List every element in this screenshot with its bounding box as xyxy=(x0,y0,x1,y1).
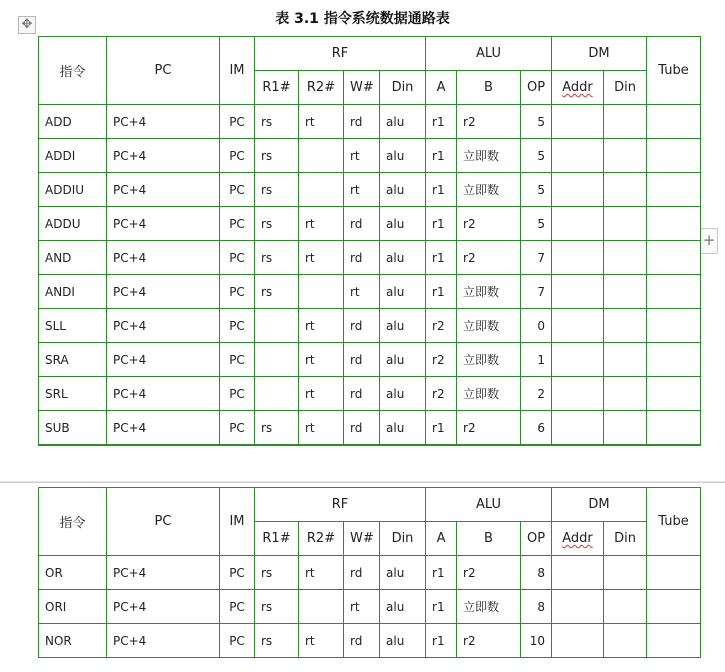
cell-alu-a: r1 xyxy=(426,411,457,446)
header-alu-b: B xyxy=(457,522,521,556)
cell-rf-r1: rs xyxy=(255,173,299,207)
header-rf: RF xyxy=(255,37,426,71)
cell-dm-din xyxy=(604,207,647,241)
cell-rf-w: rt xyxy=(344,590,380,624)
cell-alu-op: 5 xyxy=(521,173,552,207)
cell-pc: PC+4 xyxy=(107,139,220,173)
table-row xyxy=(39,590,701,624)
cell-rf-w: rd xyxy=(344,624,380,658)
header-im: IM xyxy=(220,37,255,105)
cell-alu-op: 8 xyxy=(521,590,552,624)
cell-rf-w: rd xyxy=(344,411,380,446)
cell-rf-r1: rs xyxy=(255,624,299,658)
header-alu-b: B xyxy=(457,71,521,105)
cell-im: PC xyxy=(220,105,255,139)
cell-alu-op: 7 xyxy=(521,241,552,275)
cell-rf-din: alu xyxy=(380,590,426,624)
cell-im: PC xyxy=(220,275,255,309)
cell-rf-r2: rt xyxy=(299,624,344,658)
cell-rf-w: rd xyxy=(344,207,380,241)
header-rf-din: Din xyxy=(380,71,426,105)
cell-instr: OR xyxy=(39,556,107,590)
datapath-table-part-1 xyxy=(38,36,701,446)
cell-alu-b: r2 xyxy=(457,556,521,590)
cell-alu-a: r1 xyxy=(426,139,457,173)
cell-dm-din xyxy=(604,590,647,624)
cell-rf-din: alu xyxy=(380,139,426,173)
cell-rf-r1: rs xyxy=(255,241,299,275)
cell-rf-r1: rs xyxy=(255,411,299,446)
cell-rf-r2 xyxy=(299,139,344,173)
cell-instr: ADDIU xyxy=(39,173,107,207)
cell-dm-addr xyxy=(552,377,604,411)
cell-pc: PC+4 xyxy=(107,309,220,343)
cell-rf-r2: rt xyxy=(299,343,344,377)
cell-alu-a: r1 xyxy=(426,556,457,590)
table-row xyxy=(39,173,701,207)
cell-tube xyxy=(647,343,701,377)
cell-instr: ADDU xyxy=(39,207,107,241)
cell-pc: PC+4 xyxy=(107,590,220,624)
cell-rf-w: rd xyxy=(344,105,380,139)
cell-tube xyxy=(647,309,701,343)
cell-tube xyxy=(647,411,701,446)
cell-alu-a: r2 xyxy=(426,377,457,411)
cell-rf-din: alu xyxy=(380,556,426,590)
header-rf-r2: R2# xyxy=(299,71,344,105)
cell-dm-din xyxy=(604,377,647,411)
cell-alu-op: 6 xyxy=(521,411,552,446)
cell-dm-addr xyxy=(552,590,604,624)
cell-alu-a: r1 xyxy=(426,105,457,139)
cell-rf-r1 xyxy=(255,309,299,343)
cell-alu-b: 立即数 xyxy=(457,139,521,173)
cell-instr: ANDI xyxy=(39,275,107,309)
header-dm-din: Din xyxy=(604,522,647,556)
cell-alu-a: r1 xyxy=(426,241,457,275)
cell-rf-r1 xyxy=(255,377,299,411)
header-rf-r1: R1# xyxy=(255,522,299,556)
cell-instr: SRL xyxy=(39,377,107,411)
cell-pc: PC+4 xyxy=(107,241,220,275)
table-row xyxy=(39,624,701,658)
cell-instr: NOR xyxy=(39,624,107,658)
header-pc: PC xyxy=(107,488,220,556)
cell-rf-din: alu xyxy=(380,105,426,139)
header-pc: PC xyxy=(107,37,220,105)
cell-alu-a: r1 xyxy=(426,590,457,624)
cell-alu-b: 立即数 xyxy=(457,173,521,207)
header-alu-op: OP xyxy=(521,522,552,556)
cell-rf-w: rd xyxy=(344,241,380,275)
header-alu-a: A xyxy=(426,71,457,105)
cell-pc: PC+4 xyxy=(107,275,220,309)
cell-dm-addr xyxy=(552,207,604,241)
header-dm-addr xyxy=(552,71,604,105)
header-rf-w: W# xyxy=(344,522,380,556)
header-rf-din: Din xyxy=(380,522,426,556)
cell-rf-r1: rs xyxy=(255,275,299,309)
add-column-plus-icon[interactable]: + xyxy=(700,228,718,254)
cell-dm-din xyxy=(604,139,647,173)
cell-alu-op: 5 xyxy=(521,139,552,173)
cell-rf-r2: rt xyxy=(299,207,344,241)
cell-alu-a: r2 xyxy=(426,343,457,377)
cell-rf-r2: rt xyxy=(299,309,344,343)
cell-rf-r2: rt xyxy=(299,411,344,446)
cell-rf-w: rd xyxy=(344,377,380,411)
cell-dm-din xyxy=(604,173,647,207)
header-instr: 指令 xyxy=(39,488,107,556)
cell-instr: AND xyxy=(39,241,107,275)
table-row xyxy=(39,309,701,343)
cell-im: PC xyxy=(220,590,255,624)
cell-dm-addr xyxy=(552,173,604,207)
cell-dm-din xyxy=(604,105,647,139)
header-alu-a: A xyxy=(426,522,457,556)
header-dm-din: Din xyxy=(604,71,647,105)
cell-tube xyxy=(647,241,701,275)
table-row xyxy=(39,411,701,446)
cell-tube xyxy=(647,105,701,139)
cell-im: PC xyxy=(220,377,255,411)
cell-alu-b: r2 xyxy=(457,241,521,275)
header-dm: DM xyxy=(552,37,647,71)
cell-pc: PC+4 xyxy=(107,343,220,377)
cell-alu-a: r2 xyxy=(426,309,457,343)
cell-dm-addr xyxy=(552,411,604,446)
header-alu-op: OP xyxy=(521,71,552,105)
cell-alu-b: r2 xyxy=(457,207,521,241)
cell-alu-b: 立即数 xyxy=(457,343,521,377)
cell-dm-addr xyxy=(552,241,604,275)
cell-dm-din xyxy=(604,275,647,309)
cell-rf-w: rd xyxy=(344,556,380,590)
cell-alu-op: 5 xyxy=(521,207,552,241)
cell-tube xyxy=(647,139,701,173)
cell-rf-din: alu xyxy=(380,411,426,446)
cell-rf-r2: rt xyxy=(299,241,344,275)
cell-dm-addr xyxy=(552,556,604,590)
header-alu: ALU xyxy=(426,488,552,522)
cell-tube xyxy=(647,624,701,658)
header-rf: RF xyxy=(255,488,426,522)
cell-dm-addr xyxy=(552,309,604,343)
cell-dm-addr xyxy=(552,275,604,309)
header-rf-w: W# xyxy=(344,71,380,105)
cell-rf-r2: rt xyxy=(299,556,344,590)
cell-rf-din: alu xyxy=(380,173,426,207)
table-row xyxy=(39,105,701,139)
datapath-table-part-2 xyxy=(38,487,701,658)
cell-rf-w: rd xyxy=(344,343,380,377)
cell-pc: PC+4 xyxy=(107,411,220,446)
cell-rf-r2 xyxy=(299,590,344,624)
header-dm-addr-text: Addr xyxy=(562,80,593,95)
cell-dm-addr xyxy=(552,139,604,173)
header-tube: Tube xyxy=(647,37,701,105)
cell-rf-r1: rs xyxy=(255,556,299,590)
cell-instr: SUB xyxy=(39,411,107,446)
cell-alu-op: 1 xyxy=(521,343,552,377)
cell-alu-a: r1 xyxy=(426,207,457,241)
cell-rf-w: rt xyxy=(344,173,380,207)
cell-rf-din: alu xyxy=(380,377,426,411)
cell-dm-din xyxy=(604,411,647,446)
table-row xyxy=(39,139,701,173)
cell-rf-din: alu xyxy=(380,624,426,658)
cell-dm-addr xyxy=(552,624,604,658)
page-break-rule xyxy=(0,481,725,482)
cell-dm-din xyxy=(604,556,647,590)
header-rf-r2: R2# xyxy=(299,522,344,556)
cell-tube xyxy=(647,590,701,624)
cell-im: PC xyxy=(220,343,255,377)
cell-alu-b: 立即数 xyxy=(457,377,521,411)
cell-im: PC xyxy=(220,173,255,207)
cell-rf-r2: rt xyxy=(299,377,344,411)
cell-alu-a: r1 xyxy=(426,624,457,658)
cell-alu-op: 2 xyxy=(521,377,552,411)
cell-rf-r1 xyxy=(255,343,299,377)
header-alu: ALU xyxy=(426,37,552,71)
cell-alu-op: 5 xyxy=(521,105,552,139)
cell-alu-b: r2 xyxy=(457,624,521,658)
cell-im: PC xyxy=(220,139,255,173)
cell-pc: PC+4 xyxy=(107,556,220,590)
cell-alu-b: r2 xyxy=(457,411,521,446)
cell-alu-b: 立即数 xyxy=(457,275,521,309)
table-caption: 表 3.1 指令系统数据通路表 xyxy=(275,11,450,27)
table-move-handle-icon[interactable]: ✥ xyxy=(18,16,36,34)
cell-alu-op: 0 xyxy=(521,309,552,343)
cell-rf-din: alu xyxy=(380,275,426,309)
cell-pc: PC+4 xyxy=(107,173,220,207)
cell-im: PC xyxy=(220,241,255,275)
header-dm-addr-text: Addr xyxy=(562,531,593,546)
cell-im: PC xyxy=(220,556,255,590)
cell-rf-din: alu xyxy=(380,207,426,241)
cell-tube xyxy=(647,173,701,207)
table-body-1 xyxy=(39,105,701,446)
cell-alu-a: r1 xyxy=(426,173,457,207)
cell-dm-din xyxy=(604,309,647,343)
cell-rf-r2 xyxy=(299,173,344,207)
cell-instr: ADDI xyxy=(39,139,107,173)
cell-tube xyxy=(647,377,701,411)
cell-alu-b: 立即数 xyxy=(457,590,521,624)
page-break xyxy=(0,462,725,483)
header-im: IM xyxy=(220,488,255,556)
cell-im: PC xyxy=(220,624,255,658)
cell-rf-r1: rs xyxy=(255,139,299,173)
cell-dm-addr xyxy=(552,343,604,377)
cell-rf-w: rd xyxy=(344,309,380,343)
cell-pc: PC+4 xyxy=(107,377,220,411)
table-row xyxy=(39,377,701,411)
cell-instr: SRA xyxy=(39,343,107,377)
header-rf-r1: R1# xyxy=(255,71,299,105)
table-row xyxy=(39,207,701,241)
cell-tube xyxy=(647,207,701,241)
cell-dm-din xyxy=(604,241,647,275)
cell-rf-r2 xyxy=(299,275,344,309)
cell-dm-din xyxy=(604,343,647,377)
cell-rf-r1: rs xyxy=(255,207,299,241)
cell-rf-din: alu xyxy=(380,241,426,275)
header-dm: DM xyxy=(552,488,647,522)
cell-im: PC xyxy=(220,309,255,343)
table-body-2 xyxy=(39,556,701,658)
cell-rf-din: alu xyxy=(380,343,426,377)
header-tube: Tube xyxy=(647,488,701,556)
cell-alu-a: r1 xyxy=(426,275,457,309)
table-row xyxy=(39,343,701,377)
cell-tube xyxy=(647,275,701,309)
header-dm-addr xyxy=(552,522,604,556)
cell-rf-r2: rt xyxy=(299,105,344,139)
cell-pc: PC+4 xyxy=(107,624,220,658)
cell-dm-din xyxy=(604,624,647,658)
cell-im: PC xyxy=(220,411,255,446)
cell-rf-w: rt xyxy=(344,275,380,309)
cell-alu-op: 8 xyxy=(521,556,552,590)
cell-instr: ADD xyxy=(39,105,107,139)
cell-im: PC xyxy=(220,207,255,241)
cell-pc: PC+4 xyxy=(107,105,220,139)
cell-dm-addr xyxy=(552,105,604,139)
table-row xyxy=(39,241,701,275)
cell-rf-r1: rs xyxy=(255,590,299,624)
cell-instr: ORI xyxy=(39,590,107,624)
table-row xyxy=(39,275,701,309)
cell-rf-din: alu xyxy=(380,309,426,343)
cell-pc: PC+4 xyxy=(107,207,220,241)
cell-rf-r1: rs xyxy=(255,105,299,139)
header-instr: 指令 xyxy=(39,37,107,105)
table-row xyxy=(39,556,701,590)
cell-alu-op: 7 xyxy=(521,275,552,309)
cell-rf-w: rt xyxy=(344,139,380,173)
cell-alu-b: 立即数 xyxy=(457,309,521,343)
cell-alu-op: 10 xyxy=(521,624,552,658)
cell-tube xyxy=(647,556,701,590)
cell-instr: SLL xyxy=(39,309,107,343)
cell-alu-b: r2 xyxy=(457,105,521,139)
